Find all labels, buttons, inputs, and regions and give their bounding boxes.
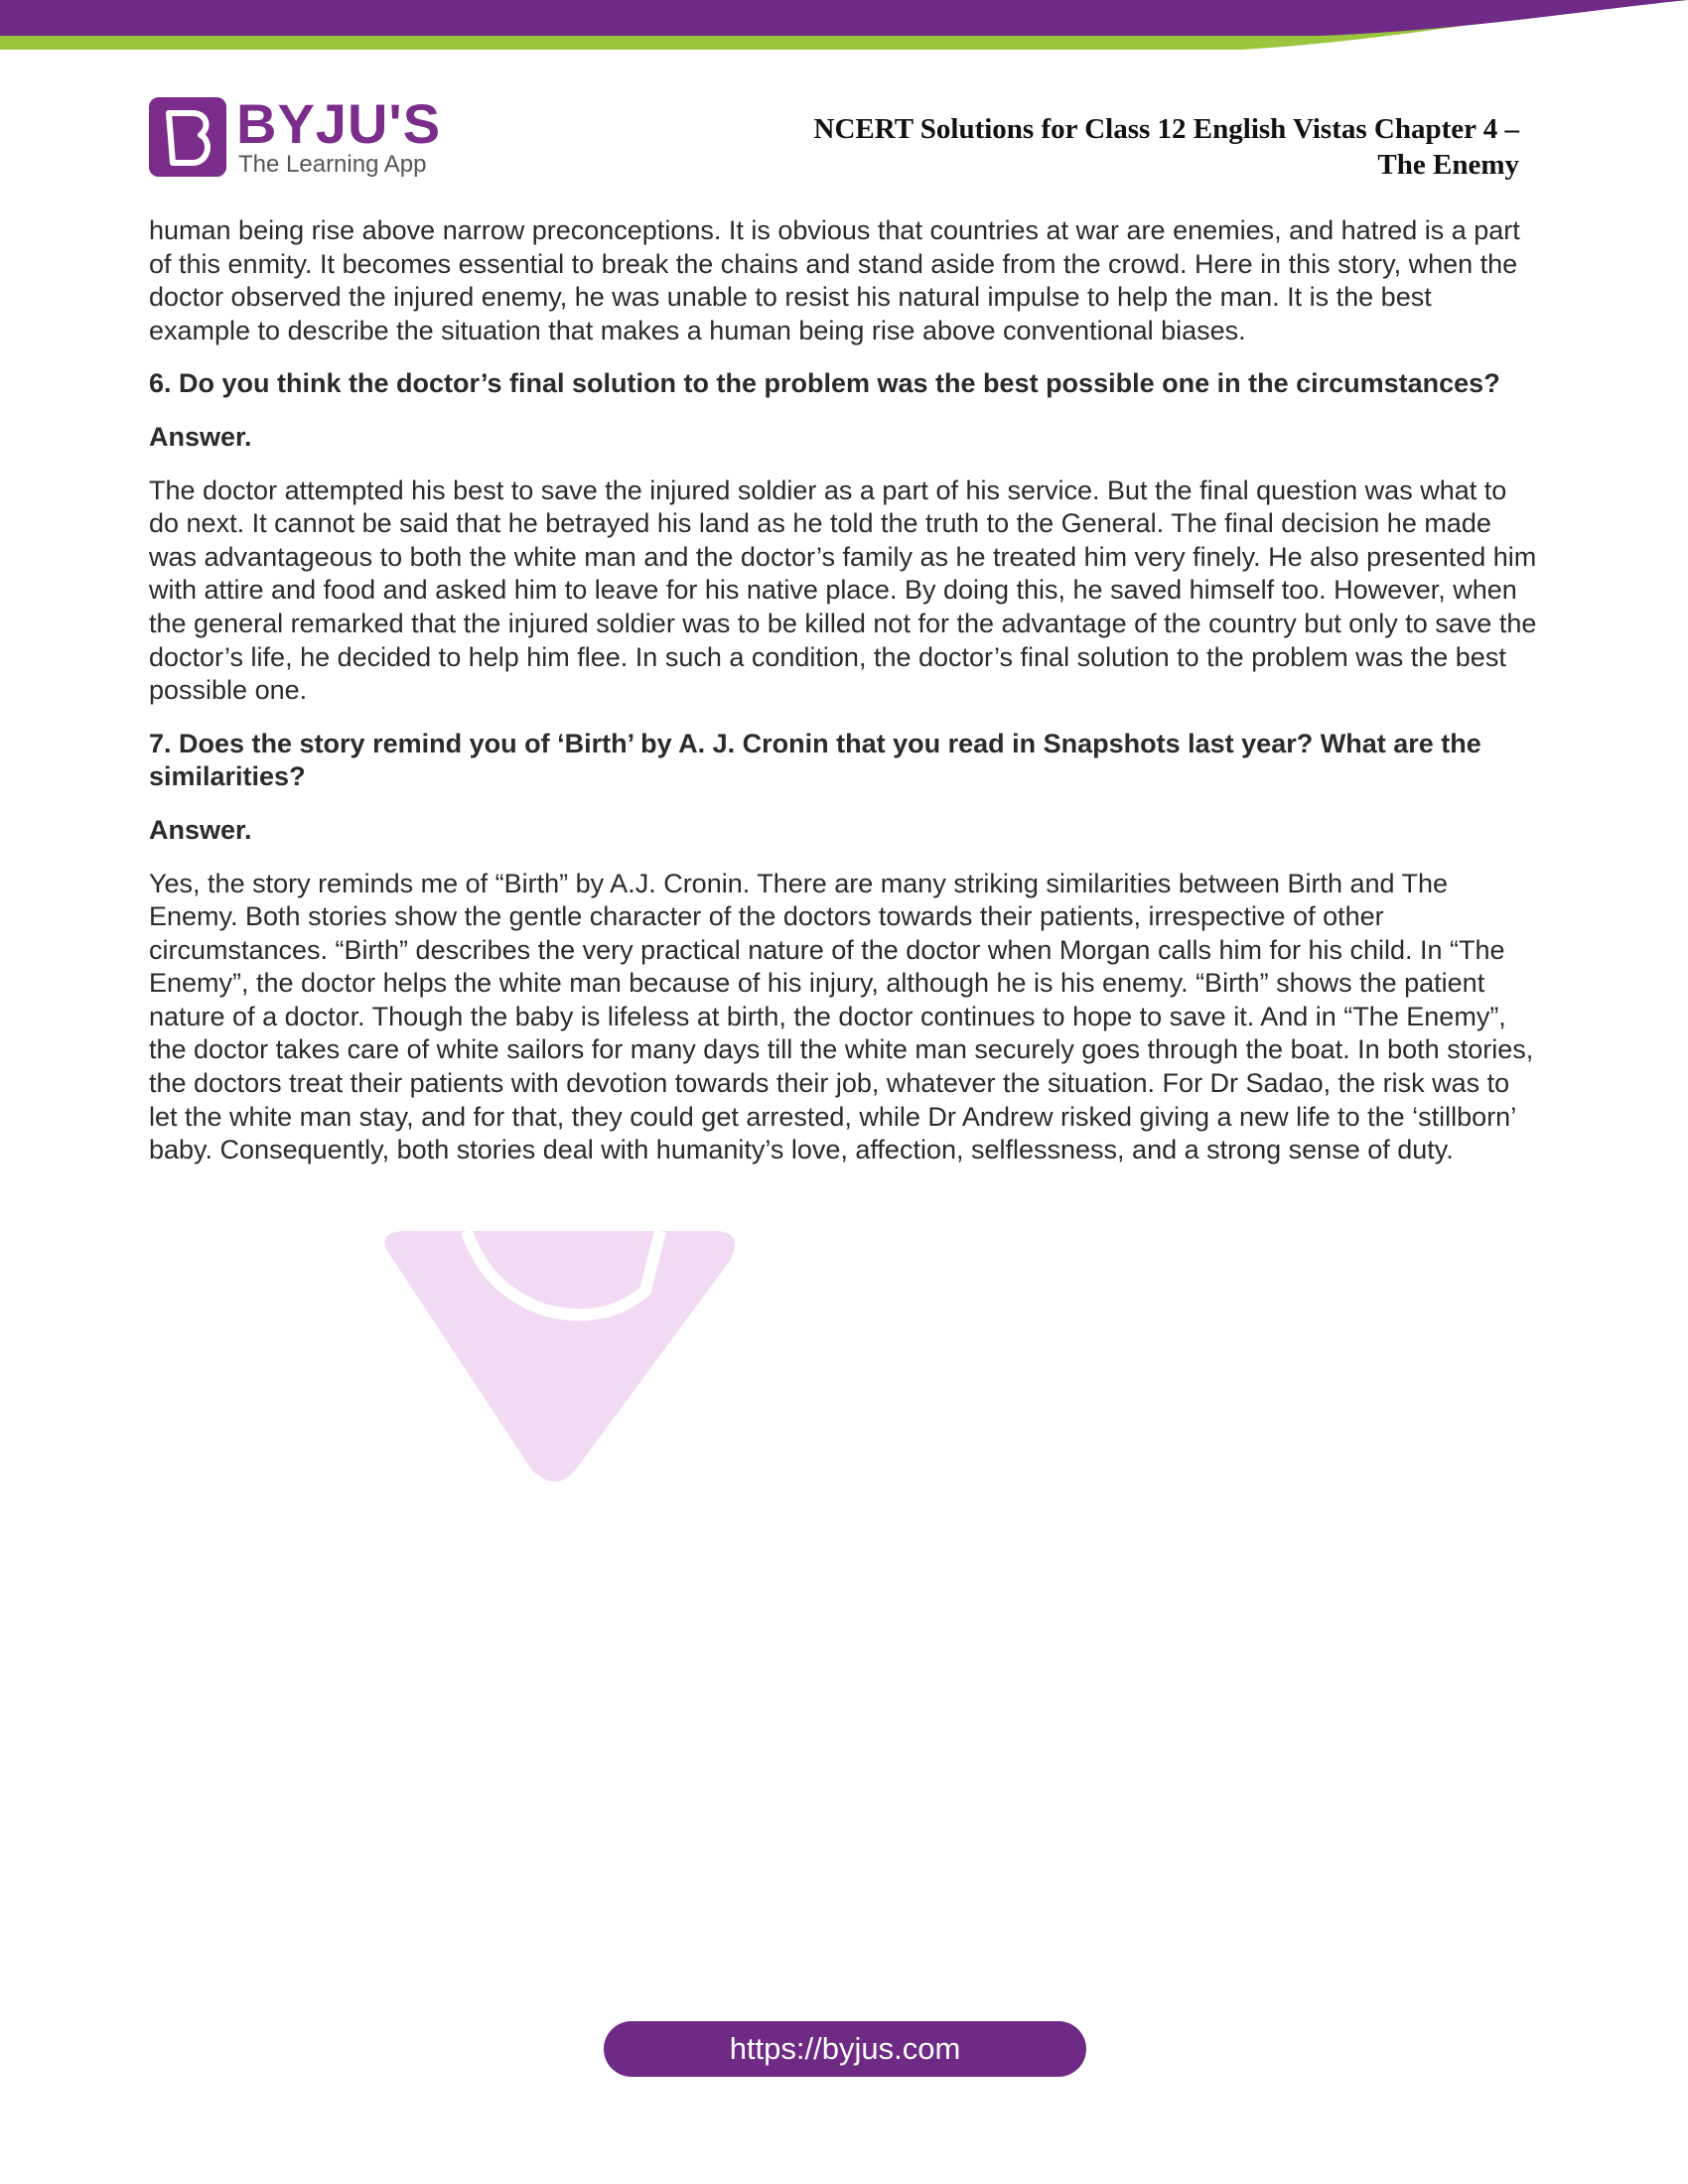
document-title-line-2: The Enemy [1377,149,1519,181]
answer-text-6: The doctor attempted his best to save the injured soldier as a part of his service. But the final question was what to do next. It cannot be said that he betrayed his land as he told the truth to the General. The final decision he made was advantageous to both the white man and the doctor’s family as he treated him very finely. He also presented him with attire and food and asked him to leave for his native place. By doing this, he saved himself too. However, when the general remarked that the injured soldier was to be killed not for the advantage of the country but only to save the doctor’s life, he decided to help him flee. In such a condition, the doctor’s final solution to the problem was the best possible one. [149,475,1537,706]
document-title [705,111,1519,183]
byjus-watermark-icon [377,1231,755,1489]
answer-label-7: Answer. [149,814,252,845]
intro-paragraph: human being rise above narrow preconceptions. It is obvious that countries at war are enemies, and hatred is a part of this enmity. It becomes essential to break the chains and stand aside from the crowd. Here in this story, when the doctor observed the injured enemy, he was unable to resist his natural impulse to help the man. It is the best example to describe the situation that makes a human being rise above conventional biases. [149,215,1520,345]
answer-label-6: Answer. [149,421,252,452]
question-6: 6. Do you think the doctor’s final solution to the problem was the best possible one in the circumstances? [149,368,1500,399]
byjus-b-icon [149,97,226,177]
answer-text-7: Yes, the story reminds me of “Birth” by A.J. Cronin. There are many striking similarities between Birth and The Enemy. Both stories show the gentle character of the doctors towards their patients, irrespective of other circumstances. “Birth” describes the very practical nature of the doctor when Morgan calls him for his child. In “The Enemy”, the doctor helps the white man because of his injury, although he is his enemy. “Birth” shows the patient nature of a doctor. Though the baby is lifeless at birth, the doctor continues to hope to save it. And in “The Enemy”, the doctor takes care of white sailors for many days till the white man securely goes through the boat. In both stories, the doctors treat their patients with devotion towards their job, whatever the situation. For Dr Sadao, the risk was to let the white man stay, and for that, they could get arrested, while Dr Andrew risked giving a new life to the ‘stillborn’ baby. Consequently, both stories deal with humanity’s love, affection, selflessness, and a strong sense of duty. [149,868,1534,1165]
byjus-logo [149,92,442,181]
document-body [149,214,1539,1167]
logo-tagline: The Learning App [238,151,427,178]
document-title-line-1: NCERT Solutions for Class 12 English Vistas Chapter 4 – [813,113,1519,145]
footer-url-link[interactable]: https://byjus.com [729,2031,961,2066]
footer-url-badge[interactable] [604,2021,1086,2077]
question-7: 7. Does the story remind you of ‘Birth’ by A. J. Cronin that you read in Snapshots last year? What are the similarities? [149,728,1481,792]
top-decorative-band [0,0,1688,62]
logo-wordmark: BYJU'S [236,92,442,155]
